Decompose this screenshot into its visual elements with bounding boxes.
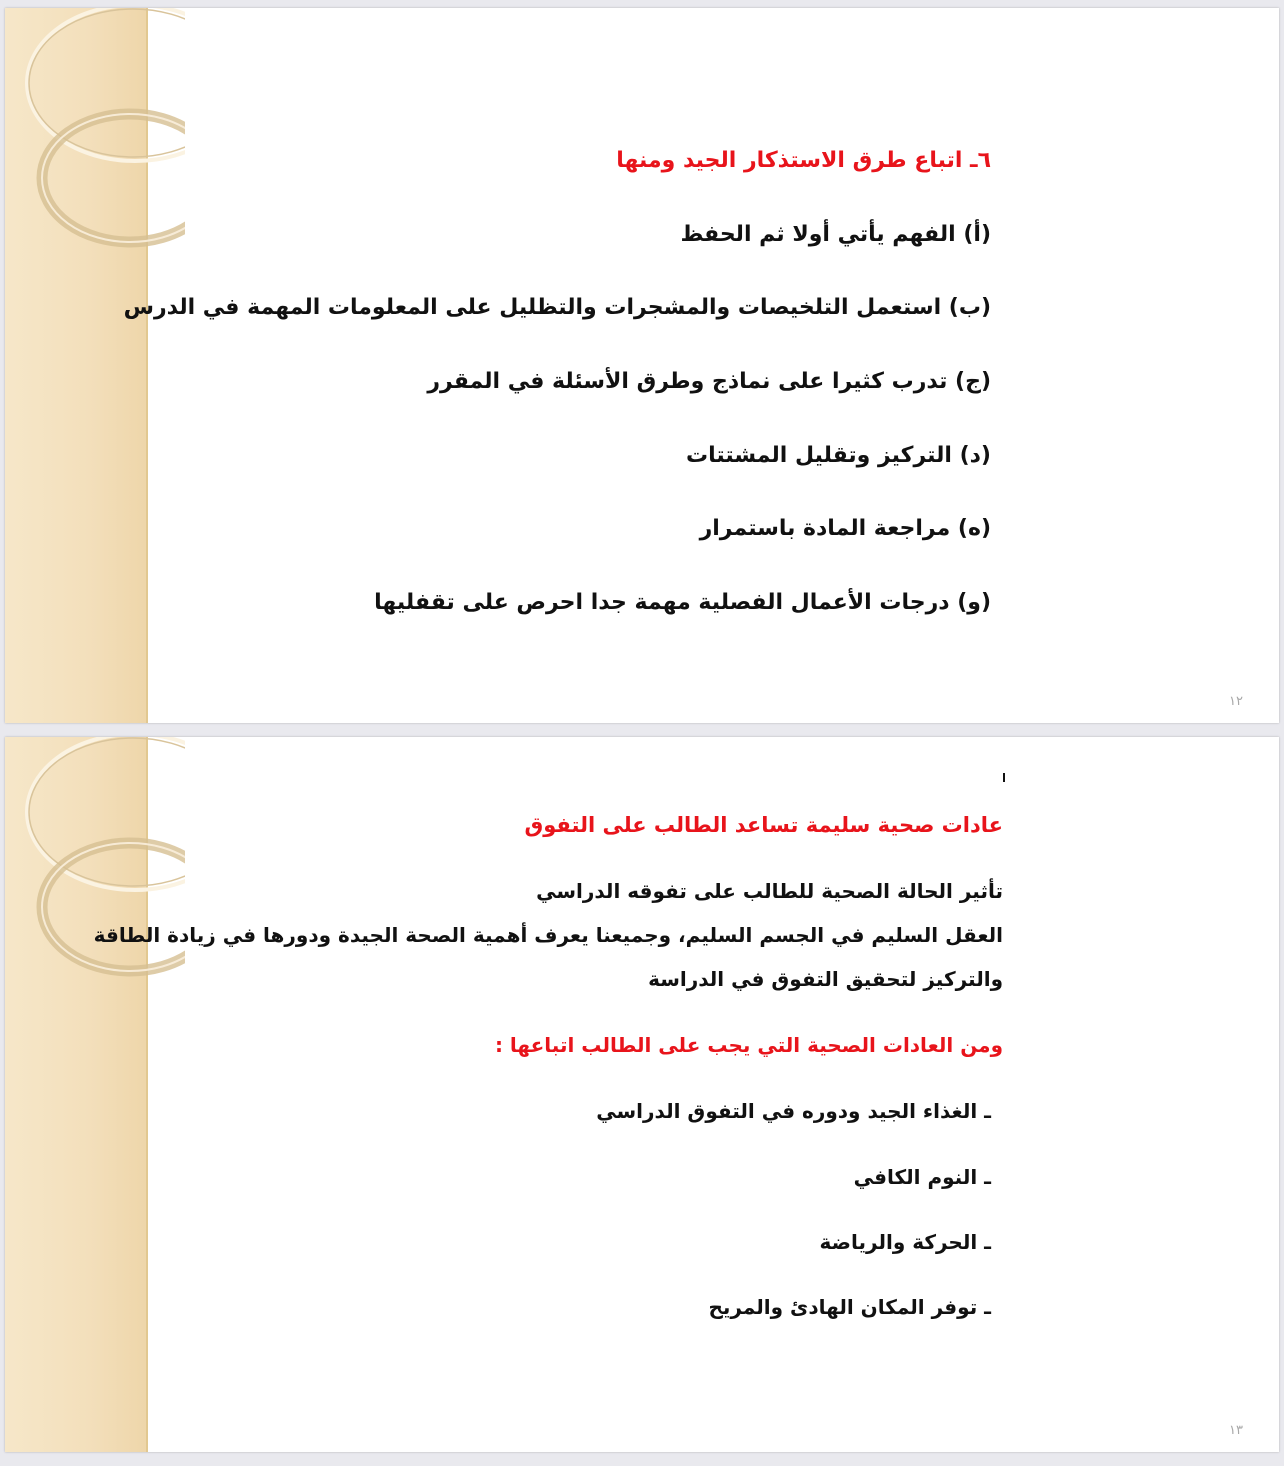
paragraph-line: العقل السليم في الجسم السليم، وجميعنا يعرف أهمية الصحة الجيدة ودورها في زيادة الطاقة <box>93 923 1003 947</box>
decorative-rings-icon <box>5 8 185 308</box>
slide-13 <box>5 737 1279 1452</box>
slide-12 <box>5 8 1279 723</box>
slide-number: ١٣ <box>1229 1423 1243 1438</box>
slide-title: ٦ـ اتباع طرق الاستذكار الجيد ومنها <box>616 148 991 173</box>
list-item: (و) درجات الأعمال الفصلية مهمة جدا احرص على تقفليها <box>374 590 991 615</box>
list-item: (د) التركيز وتقليل المشتتات <box>686 443 991 468</box>
list-item: ـ الحركة والرياضة <box>819 1230 991 1254</box>
decorative-side-panel <box>5 737 148 1452</box>
list-item: (أ) الفهم يأتي أولا ثم الحفظ <box>680 222 991 247</box>
list-item: ـ توفر المكان الهادئ والمريح <box>708 1295 991 1319</box>
list-item: ـ النوم الكافي <box>853 1165 991 1189</box>
list-item: ـ الغذاء الجيد ودوره في التفوق الدراسي <box>596 1099 991 1123</box>
list-item: (ه) مراجعة المادة باستمرار <box>699 516 991 541</box>
decorative-side-panel <box>5 8 148 723</box>
slide-title: عادات صحية سليمة تساعد الطالب على التفوق <box>524 813 1003 837</box>
decorative-rings-icon <box>5 737 185 1037</box>
section-subtitle: ومن العادات الصحية التي يجب على الطالب اتباعها : <box>494 1033 1003 1057</box>
list-item: (ب) استعمل التلخيصات والمشجرات والتظليل على المعلومات المهمة في الدرس <box>123 295 991 320</box>
text-cursor-mark <box>1003 773 1005 782</box>
paragraph-line: تأثير الحالة الصحية للطالب على تفوقه الدراسي <box>536 879 1003 903</box>
slide-number: ١٢ <box>1229 694 1243 709</box>
paragraph-line: والتركيز لتحقيق التفوق في الدراسة <box>648 967 1003 991</box>
list-item: (ج) تدرب كثيرا على نماذج وطرق الأسئلة في المقرر <box>427 369 991 394</box>
